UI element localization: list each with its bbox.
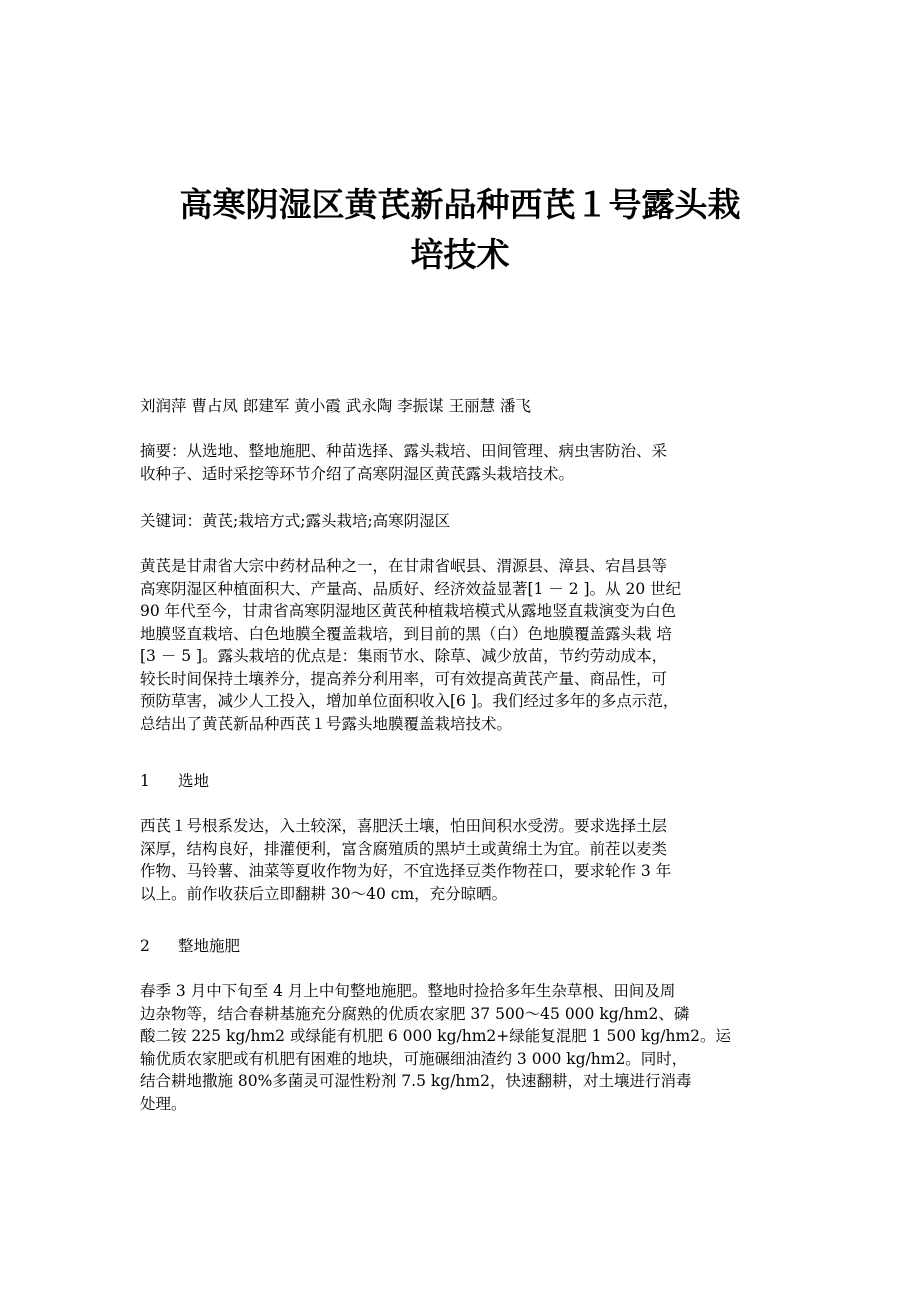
abstract-line: 摘要：从选地、整地施肥、种苗选择、露头栽培、田间管理、病虫害防治、采: [140, 442, 668, 460]
section-2-heading: [140, 935, 780, 958]
section-1-heading: [140, 770, 780, 793]
abstract-paragraph: [140, 440, 780, 485]
abstract-line: 收种子、适时采挖等环节介绍了高寒阴湿区黄芪露头栽培技术。: [140, 464, 575, 483]
section-2-title: 整地施肥: [178, 937, 241, 955]
section-2-line: 结合耕地撒施 80%多菌灵可湿性粉剂 7.5 kg/hm2，快速翻耕，对土壤进行消毒: [140, 1072, 692, 1090]
keywords-paragraph: [140, 510, 780, 533]
section-2-number: 2: [140, 937, 150, 955]
intro-paragraph: [140, 555, 780, 735]
section-2-line: 边杂物等，结合春耕基施充分腐熟的优质农家肥 37 500～45 000 kg/hm2、磷: [140, 1004, 690, 1023]
intro-line: 预防草害，减少人工投入，增加单位面积收入[6 ]。我们经过多年的多点示范，: [140, 692, 679, 710]
intro-line: 高寒阴湿区种植面积大、产量高、品质好、经济效益显著[1 － 2 ]。从 20 世纪: [140, 579, 682, 598]
intro-line: 90 年代至今，甘肃省高寒阴湿地区黄芪种植栽培模式从露地竖直栽演变为白色: [140, 602, 677, 620]
intro-line: [3 － 5 ]。露头栽培的优点是：集雨节水、除草、减少放苗，节约劳动成本，: [140, 647, 668, 665]
section-1-line: 作物、马铃薯、油菜等夏收作物为好，不宜选择豆类作物茬口，要求轮作 3 年: [140, 862, 672, 880]
section-1-number: 1: [140, 772, 150, 790]
title-line-1: 高寒阴湿区黄芪新品种西芪１号露头栽: [179, 185, 741, 224]
intro-line: 总结出了黄芪新品种西芪１号露头地膜覆盖栽培技术。: [140, 714, 513, 733]
title-line-2: 培技术: [410, 235, 510, 274]
section-2-line: 酸二铵 225 kg/hm2 或绿能有机肥 6 000 kg/hm2+绿能复混肥 1 500 kg/hm2。运: [140, 1027, 732, 1045]
intro-line: 地膜竖直栽培、白色地膜全覆盖栽培，到目前的黑（白）色地膜覆盖露头栽 培: [140, 624, 672, 643]
intro-line: 黄芪是甘肃省大宗中药材品种之一，在甘肃省岷县、渭源县、漳县、宕昌县等: [140, 557, 668, 575]
section-2-line: 处理。: [140, 1094, 187, 1113]
document-title: [130, 180, 790, 280]
authors-text: 刘润萍 曹占凤 郎建军 黄小霞 武永陶 李振谋 王丽慧 潘飞: [140, 397, 531, 415]
section-1-line: 深厚，结构良好，排灌便利，富含腐殖质的黑垆土或黄绵土为宜。前茬以麦类: [140, 839, 668, 858]
section-1-title: 选地: [178, 772, 210, 790]
keywords-text: 关键词：黄芪;栽培方式;露头栽培;高寒阴湿区: [140, 512, 451, 530]
section-1-paragraph: [140, 815, 780, 905]
section-2-line: 输优质农家肥或有机肥有困难的地块，可施碾细油渣约 3 000 kg/hm2。同时，: [140, 1049, 688, 1068]
intro-line: 较长时间保持土壤养分，提高养分利用率，可有效提高黄芪产量、商品性，可: [140, 669, 668, 688]
section-1-line: 以上。前作收获后立即翻耕 30～40 cm，充分晾晒。: [140, 884, 508, 903]
section-2-paragraph: [140, 980, 780, 1115]
author-list: [140, 395, 780, 418]
section-2-line: 春季 3 月中下旬至 4 月上中旬整地施肥。整地时捡拾多年生杂草根、田间及周: [140, 982, 676, 1000]
section-1-line: 西芪１号根系发达，入土较深，喜肥沃土壤，怕田间积水受涝。要求选择土层: [140, 817, 668, 835]
